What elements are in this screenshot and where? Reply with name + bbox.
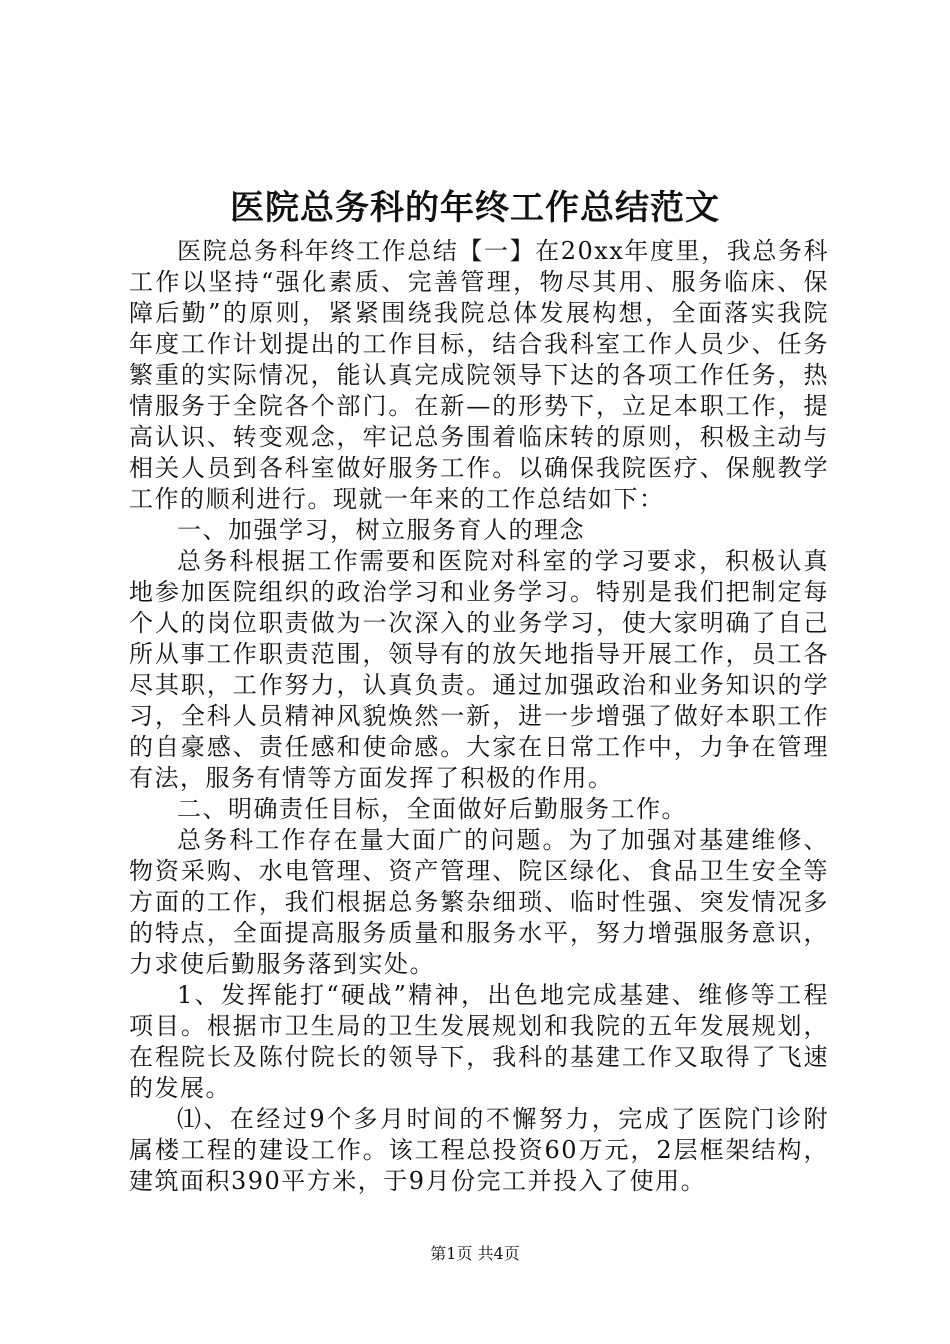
paragraph-logistics: 总务科工作存在量大面广的问题。为了加强对基建维修、物资采购、水电管理、资产管理、院区绿化、食品卫生安全等方面的工作，我们根据总务繁杂细琐、临时性强、突发情况多的特点，全面提高服务质量和服务水平，努力增强服务意识，力求使后勤服务落到实处。 (129, 826, 829, 978)
document-title: 医院总务科的年终工作总结范文 (230, 188, 720, 228)
paragraph-study: 总务科根据工作需要和医院对科室的学习要求，积极认真地参加医院组织的政治学习和业务学习。特别是我们把制定每个人的岗位职责做为一次深入的业务学习，使大家明确了自己所从事工作职责范围，领导有的放矢地指导开展工作，员工各尽其职，工作努力，认真负责。通过加强政治和业务知识的学习，全科人员精神风貌焕然一新，进一步增强了做好本职工作的自豪感、责任感和使命感。大家在日常工作中，力争在管理有法，服务有情等方面发挥了积极的作用。 (129, 547, 829, 792)
document-body (129, 236, 829, 1197)
paragraph-construction: 1、发挥能打“硬战”精神，出色地完成基建、维修等工程项目。根据市卫生局的卫生发展规划和我院的五年发展规划，在程院长及陈付院长的领导下，我科的基建工作又取得了飞速的发展。 (129, 981, 829, 1102)
page-footer: 第1页 共4页 (430, 1244, 520, 1263)
paragraph-outpatient-building: ⑴、在经过9个多月时间的不懈努力，完成了医院门诊附属楼工程的建设工作。该工程总投资60万元，2层框架结构，建筑面积390平方米，于9月份完工并投入了使用。 (129, 1105, 829, 1195)
section-heading-1: 一、加强学习，树立服务育人的理念 (177, 516, 585, 544)
section-heading-2: 二、明确责任目标，全面做好后勤服务工作。 (177, 795, 687, 823)
paragraph-intro: 医院总务科年终工作总结【一】在20xx年度里，我总务科工作以坚持“强化素质、完善管理，物尽其用、服务临床、保障后勤”的原则，紧紧围绕我院总体发展构想，全面落实我院年度工作计划提出的工作目标，结合我科室工作人员少、任务繁重的实际情况，能认真完成院领导下达的各项工作任务，热情服务于全院各个部门。在新—的形势下，立足本职工作，提高认识、转变观念，牢记总务围着临床转的原则，积极主动与相关人员到各科室做好服务工作。以确保我院医疗、保舰教学工作的顺利进行。现就一年来的工作总结如下： (129, 237, 829, 513)
